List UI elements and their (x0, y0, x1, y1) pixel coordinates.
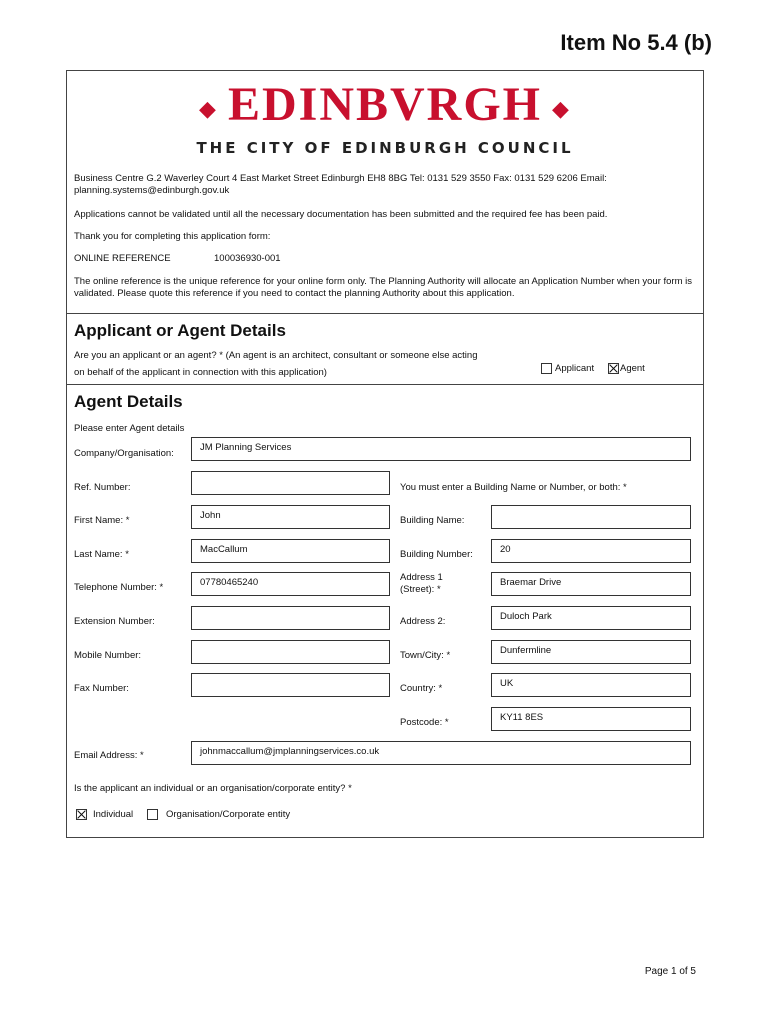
ref-number-label: Ref. Number: (74, 482, 131, 493)
fax-field[interactable] (191, 673, 390, 697)
organisation-option-label: Organisation/Corporate entity (166, 809, 291, 821)
company-field[interactable]: JM Planning Services (191, 437, 691, 461)
item-number: Item No 5.4 (b) (560, 30, 712, 55)
agent-checkbox[interactable] (608, 363, 619, 374)
individual-option[interactable] (76, 809, 133, 821)
last-name-field[interactable]: MacCallum (191, 539, 390, 563)
individual-checkbox[interactable] (76, 809, 87, 820)
last-name-label: Last Name: * (74, 549, 129, 560)
agent-section-title: Agent Details (74, 392, 183, 411)
entity-question: Is the applicant an individual or an organisation/corporate entity? * (74, 783, 352, 794)
first-name-field[interactable]: John (191, 505, 390, 529)
applicant-option[interactable] (541, 363, 594, 375)
applicant-section-title: Applicant or Agent Details (74, 321, 286, 340)
applicant-question-line1: Are you an applicant or an agent? * (An agent is an architect, consultant or someone else acting (74, 350, 478, 361)
mobile-label: Mobile Number: (74, 650, 142, 661)
page-number: Page 1 of 5 (644, 966, 696, 977)
first-name-label: First Name: * (74, 515, 130, 526)
section-divider (67, 384, 703, 385)
thanks-text: Thank you for completing this application form: (74, 231, 271, 242)
building-number-label: Building Number: (400, 549, 473, 560)
online-ref-value: 100036930-001 (214, 253, 281, 264)
extension-label: Extension Number: (74, 616, 155, 627)
building-number-field[interactable]: 20 (491, 539, 691, 563)
postcode-field[interactable]: KY11 8ES (491, 707, 691, 731)
agent-option-label: Agent (620, 363, 645, 375)
logo-subtitle: THE CITY OF EDINBURGH COUNCIL (196, 138, 574, 157)
agent-prompt: Please enter Agent details (74, 423, 185, 434)
council-logo (67, 79, 703, 157)
validation-note: Applications cannot be validated until all the necessary documentation has been submitted and the required fee has been paid. (74, 209, 608, 220)
postcode-label: Postcode: * (400, 717, 449, 728)
organisation-checkbox[interactable] (147, 809, 158, 820)
individual-option-label: Individual (93, 809, 134, 821)
fax-label: Fax Number: (74, 683, 129, 694)
telephone-field[interactable]: 07780465240 (191, 572, 390, 596)
applicant-question-line2: on behalf of the applicant in connection with this application) (74, 367, 327, 378)
town-field[interactable]: Dunfermline (491, 640, 691, 664)
address1-field[interactable]: Braemar Drive (491, 572, 691, 596)
applicant-checkbox[interactable] (541, 363, 552, 374)
building-requirement-note: You must enter a Building Name or Number, or both: * (400, 482, 627, 493)
diamond-left-icon: ◆ (199, 95, 218, 121)
email-field[interactable]: johnmaccallum@jmplanningservices.co.uk (191, 741, 691, 765)
building-name-label: Building Name: (400, 515, 465, 526)
company-label: Company/Organisation: (74, 448, 174, 459)
mobile-field[interactable] (191, 640, 390, 664)
address1-label: Address 1 (Street): * (400, 572, 443, 595)
telephone-label: Telephone Number: * (74, 582, 164, 593)
diamond-right-icon: ◆ (552, 95, 571, 121)
extension-field[interactable] (191, 606, 390, 630)
address2-label: Address 2: (400, 616, 446, 627)
online-ref-label: ONLINE REFERENCE (74, 253, 171, 264)
organisation-option[interactable] (147, 809, 290, 821)
country-field[interactable]: UK (491, 673, 691, 697)
applicant-option-label: Applicant (555, 363, 595, 375)
council-address: Business Centre G.2 Waverley Court 4 East Market Street Edinburgh EH8 8BG Tel: 0131 529 3550 Fax: 0131 529 6206 Email: planning.systems@edinburgh.gov.uk (74, 173, 607, 196)
building-name-field[interactable] (491, 505, 691, 529)
agent-option[interactable] (608, 363, 645, 375)
ref-number-field[interactable] (191, 471, 390, 495)
form-frame (66, 70, 704, 838)
section-divider (67, 313, 703, 314)
email-label: Email Address: * (74, 750, 144, 761)
logo-wordmark: EDINBVRGH (227, 78, 543, 131)
online-ref-note: The online reference is the unique reference for your online form only. The Planning Authority will allocate an Application Number when your form is validated. Please quote this reference if you need to contact the planning Authority about this application. (74, 276, 693, 299)
town-label: Town/City: * (400, 650, 451, 661)
country-label: Country: * (400, 683, 443, 694)
address2-field[interactable]: Duloch Park (491, 606, 691, 630)
